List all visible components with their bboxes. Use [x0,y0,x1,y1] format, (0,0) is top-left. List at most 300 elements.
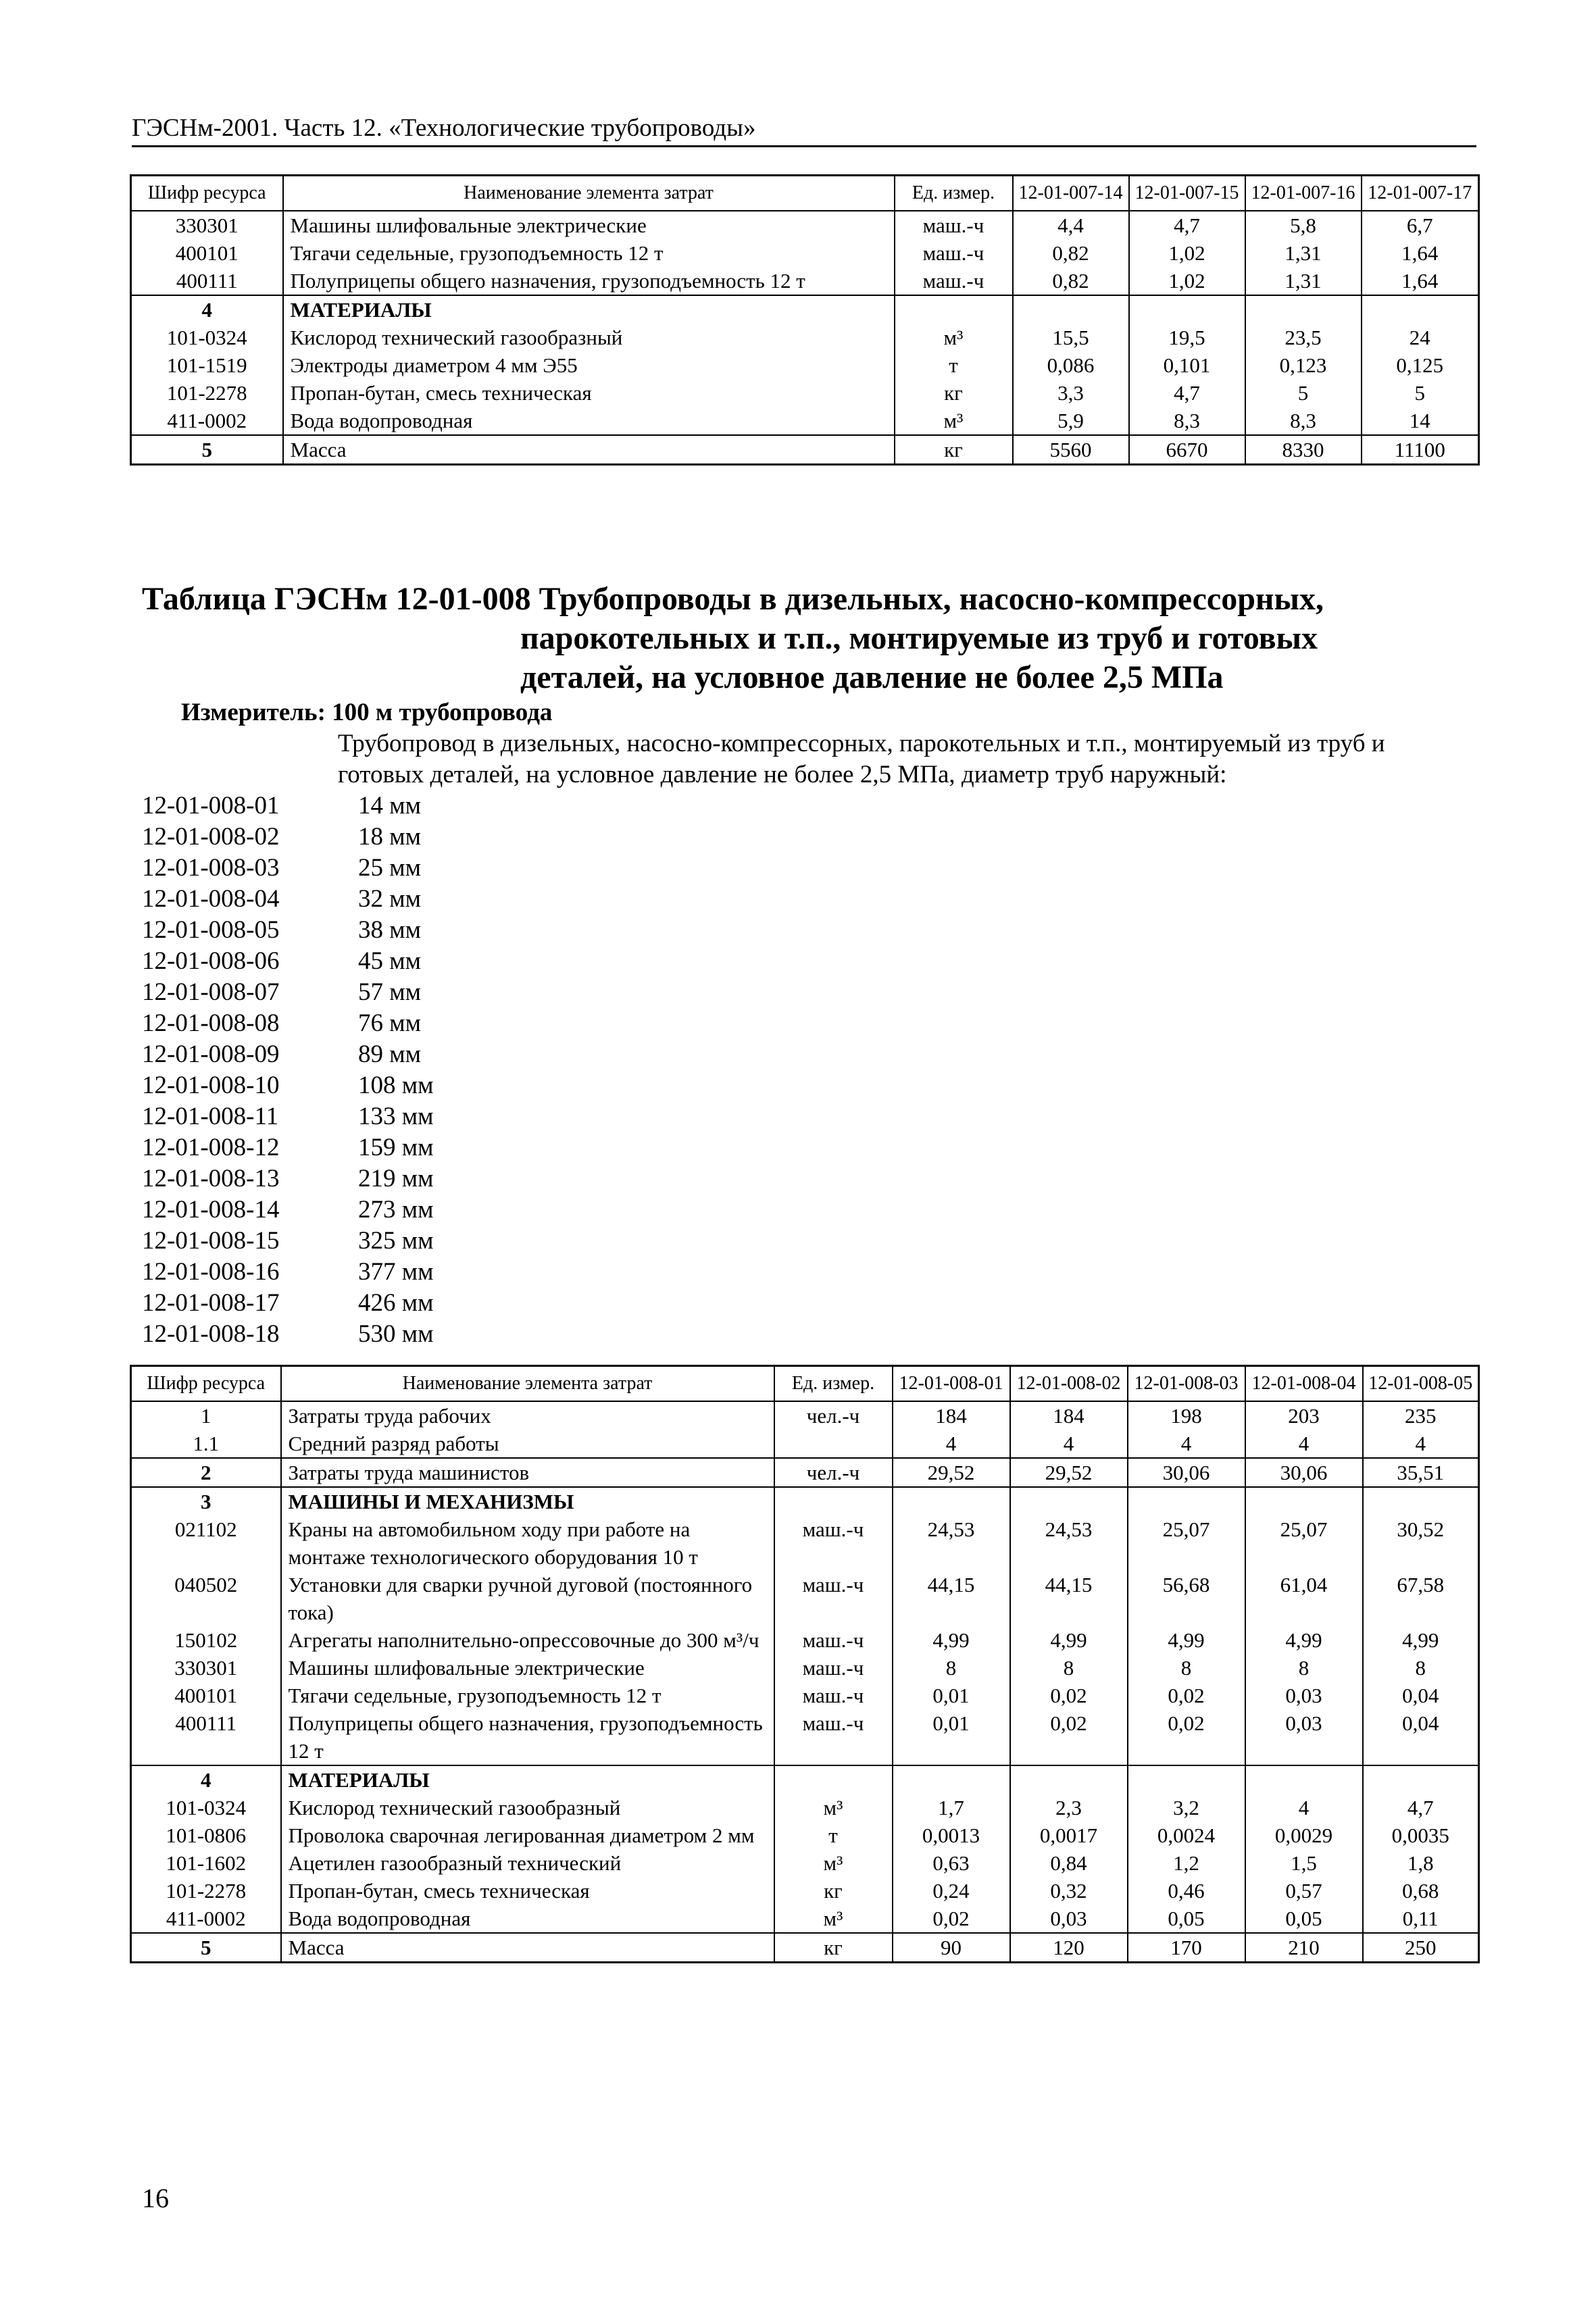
cell-value: 0,24 [893,1877,1010,1905]
table-row [131,1709,1479,1765]
cell-value: 0,086 [1013,351,1129,379]
page-number: 16 [142,2183,169,2213]
cell-value [1245,1765,1363,1794]
cell-code: 400111 [131,267,283,295]
cell-value: 1,5 [1245,1849,1363,1877]
header-col: 12-01-008-01 [893,1366,1010,1402]
header-col: 12-01-007-17 [1362,176,1479,211]
variant-row [142,946,434,977]
table-row [131,324,1479,351]
cell-value: 56,68 [1128,1571,1245,1626]
variant-row [142,1163,434,1194]
cell-value: 8 [1363,1654,1479,1682]
cell-name: Вода водопроводная [281,1905,774,1933]
cell-value: 4,99 [1245,1626,1363,1654]
table-row [131,1571,1479,1626]
cell-value [1245,1487,1363,1515]
cell-unit: м³ [774,1849,893,1877]
cell-code: 101-1602 [131,1849,281,1877]
cell-value: 0,04 [1363,1709,1479,1765]
header-row [131,176,1479,211]
table-row [131,1626,1479,1654]
variant-size: 219 мм [358,1165,434,1192]
header-col: 12-01-008-02 [1010,1366,1128,1402]
header-code: Шифр ресурса [131,176,283,211]
cell-value [1129,295,1245,324]
cell-unit: чел.-ч [774,1458,893,1487]
variant-code: 12-01-008-06 [142,947,280,975]
cell-name: Электроды диаметром 4 мм Э55 [283,351,895,379]
cell-value: 1,02 [1129,239,1245,267]
cell-value: 0,0017 [1010,1821,1128,1849]
table-row [131,1821,1479,1849]
table-description: Трубопровод в дизельных, насосно-компрессорных, парокотельных и т.п., монтируемый из труб и готовых деталей, на условное давление не более 2,5 МПа, диаметр труб наружный: [338,730,1385,788]
cell-name: Машины шлифовальные электрические [281,1654,774,1682]
resource-table-008 [130,1365,1480,1963]
cell-code: 400101 [131,1682,281,1709]
cell-value: 0,03 [1245,1682,1363,1709]
cell-value: 30,52 [1363,1515,1479,1571]
variant-size: 108 мм [358,1072,434,1099]
cell-name: Пропан-бутан, смесь техническая [281,1877,774,1905]
variant-code: 12-01-008-08 [142,1009,280,1037]
cell-unit: м³ [774,1905,893,1933]
cell-name: Ацетилен газообразный технический [281,1849,774,1877]
table-row [131,379,1479,407]
cell-value: 0,03 [1010,1905,1128,1933]
cell-unit: т [895,351,1013,379]
cell-value: 5 [1245,379,1362,407]
cell-value: 0,101 [1129,351,1245,379]
table-row [131,1905,1479,1933]
cell-unit: маш.-ч [774,1571,893,1626]
table-row [131,1794,1479,1821]
variant-row [142,853,434,884]
variant-code: 12-01-008-02 [142,823,280,851]
cell-value: 35,51 [1363,1458,1479,1487]
cell-code: 2 [131,1458,281,1487]
variant-code: 12-01-008-15 [142,1227,280,1255]
cell-value: 170 [1128,1933,1245,1963]
cell-value: 24,53 [893,1515,1010,1571]
cell-value: 5,9 [1013,407,1129,435]
cell-value: 8 [1245,1654,1363,1682]
cell-name: Затраты труда рабочих [281,1401,774,1430]
page-header: ГЭСНм-2001. Часть 12. «Технологические трубопроводы» [132,114,1476,147]
cell-name: Машины шлифовальные электрические [283,211,895,239]
cell-name: Затраты труда машинистов [281,1458,774,1487]
table-row [131,1458,1479,1487]
variant-size: 159 мм [358,1134,434,1161]
cell-value: 0,0013 [893,1821,1010,1849]
variant-code: 12-01-008-04 [142,885,280,913]
table-title [142,580,1426,697]
variant-row [142,977,434,1008]
cell-value: 8330 [1245,435,1362,465]
cell-value: 29,52 [893,1458,1010,1487]
cell-unit: кг [774,1933,893,1963]
cell-name: Краны на автомобильном ходу при работе на монтаже технологического оборудования 10 т [281,1515,774,1571]
cell-name: МАТЕРИАЛЫ [283,295,895,324]
variant-row [142,790,434,822]
table-row [131,1515,1479,1571]
cell-value: 24 [1362,324,1479,351]
cell-name: Полуприцепы общего назначения, грузоподъемность 12 т [283,267,895,295]
header-row [131,1366,1479,1402]
variant-size: 57 мм [358,978,422,1006]
cell-value: 0,82 [1013,239,1129,267]
cell-value: 0,84 [1010,1849,1128,1877]
variant-row [142,1039,434,1070]
cell-value: 6670 [1129,435,1245,465]
cell-value: 0,123 [1245,351,1362,379]
table-row [131,239,1479,267]
cell-value: 67,58 [1363,1571,1479,1626]
variant-row [142,884,434,915]
cell-unit: маш.-ч [774,1654,893,1682]
cell-value: 19,5 [1129,324,1245,351]
cell-value: 0,0024 [1128,1821,1245,1849]
header-col: 12-01-008-04 [1245,1366,1363,1402]
cell-name: Тягачи седельные, грузоподъемность 12 т [283,239,895,267]
cell-code: 4 [131,1765,281,1794]
table-row [131,1849,1479,1877]
variant-row [142,1194,434,1226]
variant-list [142,790,434,1350]
variant-size: 426 мм [358,1289,434,1317]
cell-value: 5 [1362,379,1479,407]
cell-value: 0,05 [1245,1905,1363,1933]
cell-value: 0,02 [893,1905,1010,1933]
table-row [131,435,1479,465]
cell-unit [774,1430,893,1458]
cell-code: 400111 [131,1709,281,1765]
variant-size: 25 мм [358,854,422,882]
cell-value: 203 [1245,1401,1363,1430]
cell-value: 29,52 [1010,1458,1128,1487]
cell-name: Полуприцепы общего назначения, грузоподъемность 12 т [281,1709,774,1765]
cell-unit: кг [895,435,1013,465]
cell-value: 5,8 [1245,211,1362,239]
cell-code: 101-0806 [131,1821,281,1849]
cell-code: 101-2278 [131,379,283,407]
cell-code: 330301 [131,1654,281,1682]
cell-value: 0,82 [1013,267,1129,295]
header-name: Наименование элемента затрат [283,176,895,211]
variant-row [142,1070,434,1101]
cell-value [893,1765,1010,1794]
cell-name: МАТЕРИАЛЫ [281,1765,774,1794]
header-name: Наименование элемента затрат [281,1366,774,1402]
cell-code: 101-0324 [131,324,283,351]
cell-name: Тягачи седельные, грузоподъемность 12 т [281,1682,774,1709]
resource-table-007 [130,174,1480,466]
cell-value: 1,02 [1129,267,1245,295]
variant-size: 325 мм [358,1227,434,1255]
cell-name: Вода водопроводная [283,407,895,435]
table-row [131,351,1479,379]
cell-value: 8 [893,1654,1010,1682]
cell-code: 3 [131,1487,281,1515]
cell-value: 0,11 [1363,1905,1479,1933]
cell-code: 101-0324 [131,1794,281,1821]
cell-name: Кислород технический газообразный [283,324,895,351]
cell-unit: чел.-ч [774,1401,893,1430]
cell-value: 4 [1128,1430,1245,1458]
variant-row [142,822,434,853]
cell-value: 0,02 [1128,1682,1245,1709]
header-col: 12-01-007-14 [1013,176,1129,211]
variant-size: 377 мм [358,1258,434,1286]
cell-unit: м³ [895,407,1013,435]
cell-value: 210 [1245,1933,1363,1963]
variant-size: 273 мм [358,1196,434,1224]
table-row [131,1877,1479,1905]
cell-code: 1 [131,1401,281,1430]
cell-value: 4 [1245,1430,1363,1458]
variant-code: 12-01-008-17 [142,1289,280,1317]
cell-name: Установки для сварки ручной дуговой (постоянного тока) [281,1571,774,1626]
cell-value: 0,03 [1245,1709,1363,1765]
cell-unit: м³ [895,324,1013,351]
variant-size: 45 мм [358,947,422,975]
cell-unit: маш.-ч [895,267,1013,295]
cell-value: 0,0035 [1363,1821,1479,1849]
table-row [131,1933,1479,1963]
cell-code: 400101 [131,239,283,267]
cell-unit: кг [895,379,1013,407]
cell-value: 1,8 [1363,1849,1479,1877]
cell-unit [774,1487,893,1515]
table-row [131,1654,1479,1682]
cell-unit: маш.-ч [895,239,1013,267]
cell-value: 5560 [1013,435,1129,465]
cell-value: 8,3 [1245,407,1362,435]
cell-value: 0,46 [1128,1877,1245,1905]
header-col: 12-01-008-05 [1363,1366,1479,1402]
cell-value: 4,7 [1129,379,1245,407]
cell-value: 1,7 [893,1794,1010,1821]
variant-code: 12-01-008-10 [142,1072,280,1099]
cell-value: 30,06 [1245,1458,1363,1487]
cell-value [1362,295,1479,324]
cell-value: 0,02 [1010,1682,1128,1709]
cell-name: Масса [281,1933,774,1963]
cell-unit: т [774,1821,893,1849]
cell-value: 25,07 [1128,1515,1245,1571]
cell-value: 0,02 [1010,1709,1128,1765]
cell-name: Средний разряд работы [281,1430,774,1458]
cell-value: 120 [1010,1933,1128,1963]
cell-value: 44,15 [893,1571,1010,1626]
cell-code: 150102 [131,1626,281,1654]
cell-value: 1,31 [1245,267,1362,295]
cell-value: 184 [893,1401,1010,1430]
cell-value: 0,32 [1010,1877,1128,1905]
variant-size: 32 мм [358,885,422,913]
cell-value: 11100 [1362,435,1479,465]
table-row [131,1430,1479,1458]
cell-code: 5 [131,435,283,465]
variant-row [142,1226,434,1257]
table-row [131,1487,1479,1515]
table-row [131,267,1479,295]
table-row [131,1765,1479,1794]
cell-value: 23,5 [1245,324,1362,351]
cell-code: 101-2278 [131,1877,281,1905]
cell-value: 8,3 [1129,407,1245,435]
cell-code: 330301 [131,211,283,239]
cell-value: 15,5 [1013,324,1129,351]
cell-value: 0,57 [1245,1877,1363,1905]
cell-name: Проволока сварочная легированная диаметром 2 мм [281,1821,774,1849]
cell-value: 184 [1010,1401,1128,1430]
title-line-1: Таблица ГЭСНм 12-01-008 Трубопроводы в дизельных, насосно-компрессорных, [142,581,1324,617]
variant-size: 530 мм [358,1320,434,1348]
cell-value: 25,07 [1245,1515,1363,1571]
cell-value: 0,01 [893,1709,1010,1765]
cell-value: 1,31 [1245,239,1362,267]
variant-row [142,1288,434,1319]
cell-value: 0,68 [1363,1877,1479,1905]
variant-row [142,1008,434,1039]
cell-value: 0,05 [1128,1905,1245,1933]
cell-value: 235 [1363,1401,1479,1430]
variant-row [142,915,434,946]
header-unit: Ед. измер. [774,1366,893,1402]
header-col: 12-01-007-15 [1129,176,1245,211]
cell-value [893,1487,1010,1515]
cell-value: 0,04 [1363,1682,1479,1709]
variant-size: 38 мм [358,916,422,944]
cell-unit [895,295,1013,324]
variant-row [142,1319,434,1350]
cell-value: 4 [893,1430,1010,1458]
cell-value: 8 [1128,1654,1245,1682]
cell-value [1128,1765,1245,1794]
variant-code: 12-01-008-01 [142,792,280,820]
table-row [131,1682,1479,1709]
cell-value [1010,1487,1128,1515]
cell-value: 2,3 [1010,1794,1128,1821]
title-line-2: парокотельных и т.п., монтируемые из труб и готовых [520,620,1318,656]
cell-value: 6,7 [1362,211,1479,239]
variant-code: 12-01-008-18 [142,1320,280,1348]
variant-row [142,1257,434,1288]
cell-code: 4 [131,295,283,324]
cell-value: 4 [1363,1430,1479,1458]
variant-code: 12-01-008-11 [142,1103,279,1130]
cell-value: 3,2 [1128,1794,1245,1821]
cell-value: 0,02 [1128,1709,1245,1765]
cell-value: 198 [1128,1401,1245,1430]
cell-name: Агрегаты наполнительно-опрессовочные до 300 м³/ч [281,1626,774,1654]
cell-code: 101-1519 [131,351,283,379]
cell-name: Пропан-бутан, смесь техническая [283,379,895,407]
cell-value: 14 [1362,407,1479,435]
cell-value: 4,99 [1010,1626,1128,1654]
cell-name: Кислород технический газообразный [281,1794,774,1821]
cell-value [1013,295,1129,324]
cell-unit [774,1765,893,1794]
cell-value: 0,63 [893,1849,1010,1877]
cell-value: 1,64 [1362,239,1479,267]
cell-value: 4,7 [1363,1794,1479,1821]
variant-row [142,1132,434,1163]
cell-unit: маш.-ч [774,1515,893,1571]
variant-code: 12-01-008-12 [142,1134,280,1161]
cell-value: 8 [1010,1654,1128,1682]
table-row [131,407,1479,435]
cell-code: 411-0002 [131,407,283,435]
variant-size: 133 мм [358,1103,434,1130]
cell-value [1245,295,1362,324]
cell-value [1010,1765,1128,1794]
cell-code: 5 [131,1933,281,1963]
header-unit: Ед. измер. [895,176,1013,211]
variant-code: 12-01-008-13 [142,1165,280,1192]
variant-code: 12-01-008-14 [142,1196,280,1224]
cell-value: 4 [1010,1430,1128,1458]
cell-unit: кг [774,1877,893,1905]
variant-size: 89 мм [358,1040,422,1068]
cell-value: 4 [1245,1794,1363,1821]
cell-value: 4,4 [1013,211,1129,239]
variant-code: 12-01-008-09 [142,1040,280,1068]
meter-label: Измеритель: 100 м трубопровода [181,699,553,726]
cell-code: 021102 [131,1515,281,1571]
variant-code: 12-01-008-16 [142,1258,280,1286]
cell-value: 4,99 [1363,1626,1479,1654]
cell-code: 040502 [131,1571,281,1626]
title-line-3: деталей, на условное давление не более 2,5 МПа [520,659,1224,695]
cell-value: 30,06 [1128,1458,1245,1487]
cell-value: 0,01 [893,1682,1010,1709]
cell-code: 411-0002 [131,1905,281,1933]
cell-value: 3,3 [1013,379,1129,407]
cell-value: 4,99 [1128,1626,1245,1654]
cell-unit: маш.-ч [774,1682,893,1709]
cell-value: 0,0029 [1245,1821,1363,1849]
cell-name: Масса [283,435,895,465]
header-col: 12-01-008-03 [1128,1366,1245,1402]
cell-code: 1.1 [131,1430,281,1458]
cell-value: 250 [1363,1933,1479,1963]
cell-value: 61,04 [1245,1571,1363,1626]
variant-code: 12-01-008-07 [142,978,280,1006]
cell-value: 24,53 [1010,1515,1128,1571]
variant-size: 76 мм [358,1009,422,1037]
table-row [131,295,1479,324]
variant-row [142,1101,434,1132]
cell-value: 1,64 [1362,267,1479,295]
variant-code: 12-01-008-05 [142,916,280,944]
cell-unit: маш.-ч [774,1626,893,1654]
variant-code: 12-01-008-03 [142,854,280,882]
table-row [131,211,1479,239]
cell-value: 4,7 [1129,211,1245,239]
cell-value [1363,1765,1479,1794]
cell-value: 0,125 [1362,351,1479,379]
cell-unit: маш.-ч [774,1709,893,1765]
variant-size: 14 мм [358,792,422,820]
cell-value: 44,15 [1010,1571,1128,1626]
cell-unit: маш.-ч [895,211,1013,239]
header-col: 12-01-007-16 [1245,176,1362,211]
header-code: Шифр ресурса [131,1366,281,1402]
variant-size: 18 мм [358,823,422,851]
cell-value [1128,1487,1245,1515]
